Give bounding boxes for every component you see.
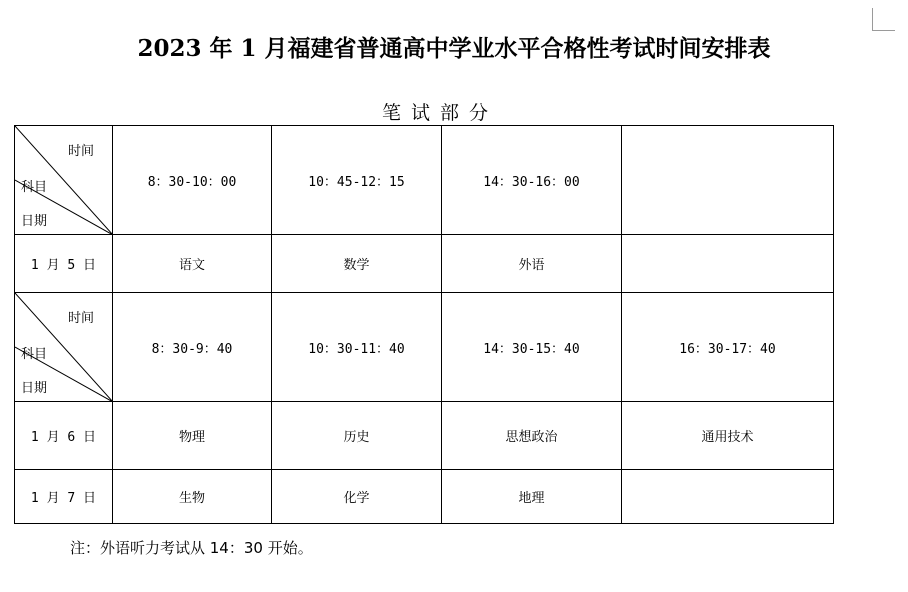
subject-cell: [622, 470, 834, 524]
diag-label-time: 时间: [67, 311, 94, 326]
diagonal-header-cell: [15, 293, 113, 402]
diag-label-date: 日期: [21, 214, 48, 229]
subject-cell: 数学: [272, 235, 442, 293]
date-cell: 1 月 7 日: [15, 470, 113, 524]
date-cell: 1 月 5 日: [15, 235, 113, 293]
subject-cell: 外语: [442, 235, 622, 293]
subject-cell: [622, 235, 834, 293]
table-row: [15, 470, 834, 524]
subject-cell: 思想政治: [442, 402, 622, 470]
time-slot-cell: 8：30-9：40: [113, 293, 272, 402]
date-cell: 1 月 6 日: [15, 402, 113, 470]
section-subtitle: 笔试部分: [381, 102, 498, 124]
diag-label-subject: 科目: [21, 180, 48, 195]
table-row: [15, 235, 834, 293]
table-row: [15, 402, 834, 470]
exam-schedule-table: [14, 125, 834, 524]
subject-cell: 地理: [442, 470, 622, 524]
time-slot-cell: 14：30-16：00: [442, 126, 622, 235]
time-slot-cell: 10：30-11：40: [272, 293, 442, 402]
subject-cell: 语文: [113, 235, 272, 293]
page-corner-mark: [872, 8, 895, 31]
time-slot-cell: [622, 126, 834, 235]
time-slot-cell: 14：30-15：40: [442, 293, 622, 402]
footnote: 注：外语听力考试从 14：30 开始。: [70, 539, 313, 557]
subject-cell: 通用技术: [622, 402, 834, 470]
time-slot-cell: 16：30-17：40: [622, 293, 834, 402]
header-row-2: [15, 293, 834, 402]
time-slot-cell: 10：45-12：15: [272, 126, 442, 235]
subject-cell: 生物: [113, 470, 272, 524]
diag-label-time: 时间: [67, 144, 94, 159]
subject-cell: 化学: [272, 470, 442, 524]
time-slot-cell: 8：30-10：00: [113, 126, 272, 235]
diag-label-date: 日期: [21, 381, 48, 396]
subject-cell: 物理: [113, 402, 272, 470]
header-row-1: [15, 126, 834, 235]
subject-cell: 历史: [272, 402, 442, 470]
diagonal-header-cell: [15, 126, 113, 235]
page-title: 2023 年 1 月福建省普通高中学业水平合格性考试时间安排表: [137, 35, 771, 62]
diag-label-subject: 科目: [21, 347, 48, 362]
